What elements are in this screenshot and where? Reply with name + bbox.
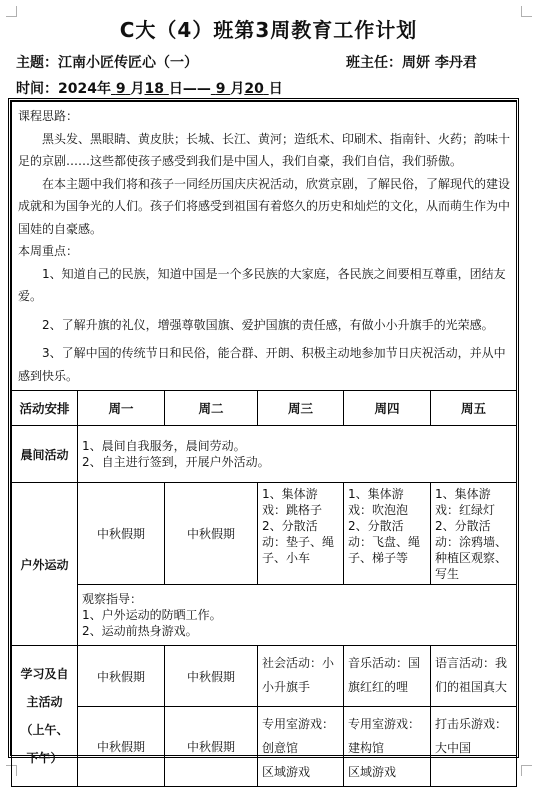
corner-header: 活动安排	[12, 391, 78, 426]
time-day-start	[144, 81, 168, 97]
study-fri: 语言活动：我们的祖国真大	[431, 646, 517, 707]
day-start-value: 18	[144, 81, 164, 97]
page-title: C大（4）班第3周教育工作计划	[119, 18, 418, 42]
study-label-line: （上午、	[20, 723, 69, 737]
study-mon-2: 中秋假期	[78, 707, 165, 787]
course-heading: 课程思路：	[18, 109, 79, 123]
day-header: 周二	[165, 391, 258, 426]
month-end-value: 9	[215, 81, 226, 97]
morning-item: 2、自主进行签到，开展户外活动。	[82, 455, 270, 469]
outdoor-thu-text: 1、集体游戏：吹泡泡 2、分散活动：飞盘、绳子、梯子等	[348, 487, 421, 565]
day-header: 周五	[431, 391, 517, 426]
outdoor-fri-text: 1、集体游戏：红绿灯 2、分散活动：涂鸦墙、种植区观察、写生	[435, 487, 508, 581]
focus-item: 2、了解升旗的礼仪，增强尊敬国旗、爱护国旗的责任感，有做小小升旗手的光荣感。	[42, 317, 494, 332]
outdoor-wed-text: 1、集体游戏：跳格子 2、分散活动：垫子、绳子、小车	[262, 487, 335, 565]
study-tue-2: 中秋假期	[165, 707, 258, 787]
day-header: 周三	[258, 391, 344, 426]
study-wed-2-text: 专用室游戏：创意馆 区域游戏	[262, 717, 335, 779]
guide-item: 1、户外运动的防晒工作。	[82, 608, 222, 622]
morning-row	[12, 426, 517, 483]
focus-heading: 本周重点：	[18, 244, 79, 258]
time-month-end	[211, 81, 231, 97]
theme-line	[16, 52, 198, 72]
theme-label: 主题：	[16, 55, 58, 71]
time-mid: 日——	[168, 81, 211, 97]
day-header-row	[12, 391, 517, 426]
focus-item: 3、了解中国的传统节日和民俗，能合群、开朗、积极主动地参加节日庆祝活动，并从中感到快乐。	[18, 346, 506, 383]
time-line	[16, 78, 283, 98]
day-header: 周一	[78, 391, 165, 426]
study-label	[12, 646, 78, 787]
outdoor-guide	[78, 585, 517, 646]
time-month-start	[111, 81, 131, 97]
teacher-value: 周妍 李丹君	[402, 55, 477, 71]
study-wed: 社会活动：小小升旗手	[258, 646, 344, 707]
outdoor-wed	[258, 483, 344, 585]
outdoor-tue: 中秋假期	[165, 483, 258, 585]
day-word: 日	[268, 81, 283, 97]
month-word: 月	[130, 81, 145, 97]
time-label: 时间：	[16, 81, 58, 97]
guide-title: 观察指导：	[82, 592, 143, 606]
study-mon: 中秋假期	[78, 646, 165, 707]
teacher-label: 班主任：	[346, 55, 402, 71]
study-fri-2: 打击乐游戏：大中国	[431, 707, 517, 787]
morning-label: 晨间活动	[12, 426, 78, 483]
outdoor-guide-row	[12, 585, 517, 646]
study-label-line: 学习及自	[20, 667, 69, 681]
month-word: 月	[230, 81, 245, 97]
morning-item: 1、晨间自我服务，晨间劳动。	[82, 439, 246, 453]
outdoor-fri	[431, 483, 517, 585]
month-start-value: 9	[115, 81, 126, 97]
study-row	[12, 646, 517, 707]
morning-content	[78, 426, 517, 483]
theme-value: 江南小匠传匠心（一）	[58, 55, 198, 71]
outdoor-row	[12, 483, 517, 585]
study-thu-2	[344, 707, 431, 787]
time-day-end	[244, 81, 268, 97]
plan-table	[11, 101, 517, 787]
focus-item: 1、知道自己的民族，知道中国是一个多民族的大家庭，各民族之间要相互尊重，团结友爱。	[18, 266, 506, 303]
course-paragraph: 在本主题中我们将和孩子一同经历国庆庆祝活动，欣赏京剧，了解民俗，了解现代的建设成就和为国争光的人们。孩子们将感受到祖国有着悠久的历史和灿烂的文化，从而萌生作为中国娃的自豪感。	[18, 176, 511, 236]
outdoor-label: 户外运动	[12, 483, 78, 646]
day-end-value: 20	[244, 81, 264, 97]
time-prefix: 2024年	[58, 81, 111, 97]
day-header: 周四	[344, 391, 431, 426]
study-thu: 音乐活动：国旗红红的哩	[344, 646, 431, 707]
study-label-line: 下午）	[26, 751, 63, 765]
outdoor-thu	[344, 483, 431, 585]
teacher-line	[346, 52, 477, 72]
study-row-2	[12, 707, 517, 787]
corner-mark	[521, 765, 532, 776]
outdoor-mon: 中秋假期	[78, 483, 165, 585]
study-thu-2-text: 专用室游戏：建构馆 区域游戏	[348, 717, 421, 779]
study-tue: 中秋假期	[165, 646, 258, 707]
study-wed-2	[258, 707, 344, 787]
guide-item: 2、运动前热身游戏。	[82, 624, 198, 638]
study-label-line: 主活动	[26, 695, 63, 709]
intro-cell	[12, 102, 517, 391]
course-paragraph: 黑头发、黑眼睛、黄皮肤；长城、长江、黄河；造纸术、印刷术、指南针、火药；韵味十足的京剧……这些都使孩子感受到我们是中国人，我们自豪，我们自信，我们骄傲。	[18, 131, 511, 168]
